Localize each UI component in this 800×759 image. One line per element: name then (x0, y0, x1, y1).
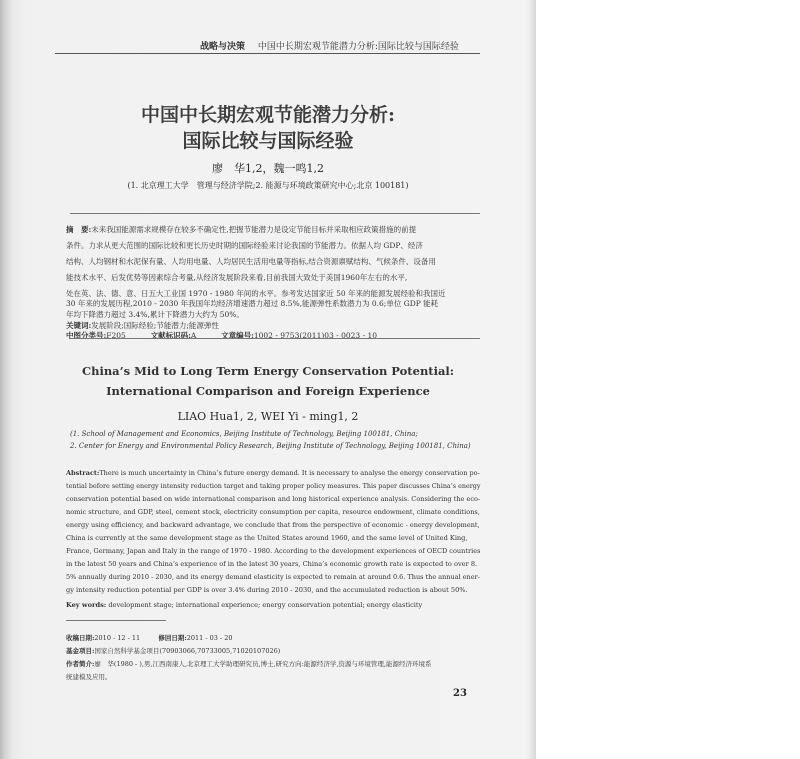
english-abstract-label: Abstract: (66, 469, 100, 477)
english-abstract-line: China is currently at the same development stage as the United States around 1960, and the same level of United King, (66, 534, 468, 542)
chinese-abstract-text: 未来我国能源需求规模存在较多不确定性,把握节能潜力是设定节能目标并采取相应政策措施的前提 (91, 225, 417, 234)
english-abstract-line: France, Germany, Japan and Italy in the range of 1970 - 1980. According to the development experiences of OECD countries (66, 547, 481, 555)
footnote-dates (66, 633, 232, 642)
chinese-affiliation: (1. 北京理工大学 管理与经济学院;2. 能源与环境政策研究中心;北京 100181) (127, 181, 409, 190)
english-keywords-text: development stage; international experience; energy conservation potential; energy elasticity (108, 601, 423, 609)
fund-text: 国家自然科学基金项目(70903066,70733005,71020107026) (94, 647, 281, 655)
classification-line (66, 330, 377, 341)
english-title-line-1: China’s Mid to Long Term Energy Conservation Potential: (81, 364, 455, 378)
chinese-abstract-line: 结构、人均钢材和水泥保有量、人均用电量、人均居民生活用电量等指标,结合资源禀赋结构、气候条件、设备用 (66, 257, 436, 266)
footnote-author-continued: 统建模及应用。 (66, 673, 112, 681)
running-head-title: 中国中长期宏观节能潜力分析:国际比较与国际经验 (257, 42, 459, 52)
author-bio-label: 作者简介: (66, 660, 95, 668)
english-keywords (66, 601, 422, 609)
article-number-label: 文章编号: (221, 331, 254, 340)
english-abstract-line (66, 469, 480, 477)
footnote-author (66, 659, 432, 668)
header-rule (55, 53, 480, 54)
doc-code-value: A (190, 331, 197, 340)
chinese-abstract-label: 摘 要: (66, 225, 92, 234)
clc-value: F205 (106, 331, 126, 340)
english-abstract-line: gy intensity reduction potential per GDP is over 3.4% during 2010 - 2030, and the accumulated reduction is about 50%. (66, 586, 468, 594)
running-head-section: 战略与决策 (200, 42, 246, 52)
chinese-abstract-line: 年均下降潜力超过 3.4%,累计下降潜力大约为 50%。 (66, 310, 244, 319)
footnote-rule (66, 620, 166, 621)
chinese-title-line-2: 国际比较与国际经验 (182, 130, 354, 152)
article-number-value: 1002 - 9753(2011)03 - 0023 - 10 (253, 331, 378, 340)
chinese-keywords-text: 发展阶段;国际经验;节能潜力;能源弹性 (91, 321, 219, 330)
chinese-abstract-line: 能技术水平、后发优势等因素综合考量,从经济发展阶段来看,目前我国大致处于美国1960年左右的水平, (66, 273, 408, 282)
received-date: 2010 - 12 - 11 (94, 634, 141, 642)
running-head (200, 39, 459, 52)
chinese-authors: 廖 华1,2，魏一鸣1,2 (212, 162, 324, 175)
chinese-abstract-line: 处在英、法、德、意、日五大工业国 1970 - 1980 年间的水平。参考发达国家近 50 年来的能源发展经验和我国近 (66, 289, 446, 298)
english-abstract-line: conservation potential based on wide international comparison and long historical experience analysis. Considering the eco- (66, 495, 481, 503)
received-label: 收稿日期: (66, 634, 95, 642)
clc-label: 中图分类号: (66, 331, 107, 340)
english-abstract-line: tential before setting energy intensity reduction target and taking proper policy measures. This paper discusses China’s energy (66, 482, 481, 490)
abstract-top-rule (70, 213, 480, 214)
english-keywords-label: Key words: (66, 601, 107, 609)
english-affiliation-line: 2. Center for Energy and Environmental Policy Research, Beijing Institute of Technology, Beijing 100181, China) (70, 442, 471, 450)
doc-code-label: 文献标识码: (150, 331, 191, 340)
english-title-line-2: International Comparison and Foreign Experience (106, 384, 430, 398)
english-affiliation-line: (1. School of Management and Economics, Beijing Institute of Technology, Beijing 100181, China; (70, 430, 418, 438)
page-number: 23 (453, 688, 467, 699)
revised-date: 2011 - 03 - 20 (186, 634, 233, 642)
english-abstract-line: in the latest 50 years and China’s experience of in the latest 30 years, China’s economic growth rate is expected to over 8. (66, 560, 478, 568)
fund-label: 基金项目: (66, 647, 95, 655)
chinese-abstract-line: 条件。力求从更大范围的国际比较和更长历史时期的国际经验来讨论我国的节能潜力。依据人均 GDP、经济 (66, 241, 423, 250)
footnote-fund (66, 646, 280, 655)
english-abstract-text: There is much uncertainty in China’s future energy demand. It is necessary to analyse the energy conservation po- (99, 469, 480, 477)
chinese-abstract-line: 30 年来的发展历程,2010 - 2030 年我国年均经济增速潜力超过 8.5%,能源弹性系数潜力为 0.6;单位 GDP 能耗 (66, 299, 439, 308)
english-authors: LIAO Hua1, 2, WEI Yi - ming1, 2 (177, 410, 359, 423)
revised-label: 修回日期: (158, 634, 187, 642)
author-bio-text: 廖 华(1980 - ),男,江西南康人,北京理工大学助理研究员,博士,研究方向:能源经济学,资源与环境管理,能源经济环境系 (94, 660, 432, 668)
chinese-abstract-line (66, 224, 416, 235)
section-rule (70, 338, 480, 339)
chinese-title-line-1: 中国中长期宏观节能潜力分析: (140, 104, 395, 126)
chinese-keywords-label: 关键词: (66, 321, 92, 330)
english-abstract-line: nomic structure, and GDP, steel, cement stock, electricity consumption per capita, resource endowment, climate conditions, (66, 508, 480, 516)
english-abstract-line: energy using efficiency, and backward advantage, we conclude that from the perspective of economic - energy development, (66, 521, 480, 529)
english-abstract-line: 5% annually during 2010 - 2030, and its energy demand elasticity is expected to remain at around 0.6. Thus the annual ener- (66, 573, 480, 581)
